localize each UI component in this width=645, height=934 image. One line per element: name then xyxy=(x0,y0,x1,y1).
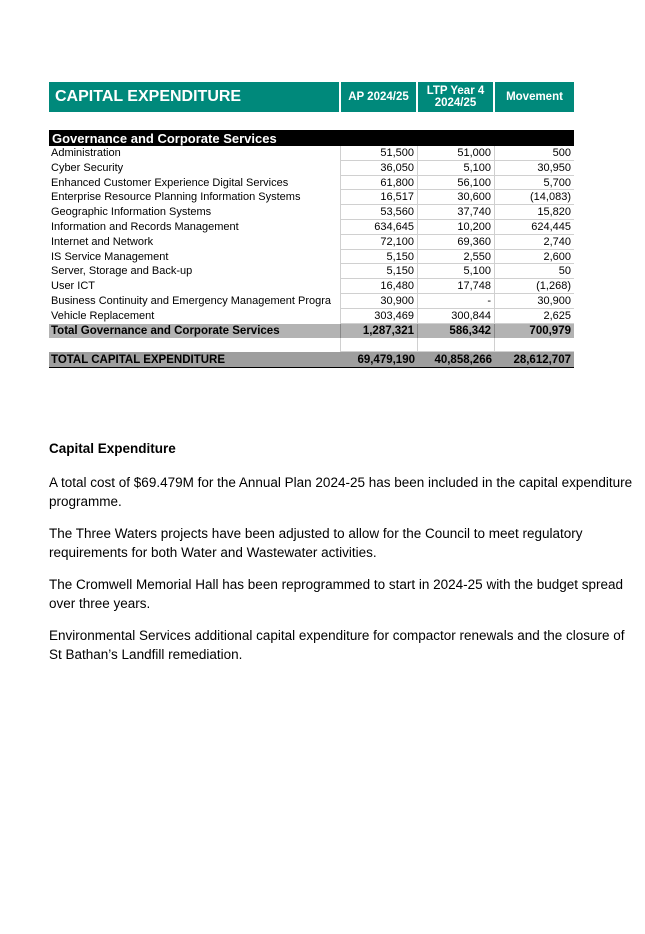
table-row xyxy=(49,264,574,279)
row-ap: 51,500 xyxy=(341,146,418,161)
row-ltp: 300,844 xyxy=(418,309,495,324)
grand-total-ap: 69,479,190 xyxy=(357,354,415,367)
row-movement: 30,900 xyxy=(495,294,574,309)
row-ap: 16,517 xyxy=(341,190,418,205)
table-row xyxy=(49,205,574,220)
row-ltp: 30,600 xyxy=(418,190,495,205)
row-movement: 2,600 xyxy=(495,250,574,265)
table-row xyxy=(49,279,574,294)
spacer xyxy=(49,112,574,130)
grand-total-movement: 28,612,707 xyxy=(513,354,571,367)
row-label: IS Service Management xyxy=(49,250,341,265)
section-title: Governance and Corporate Services xyxy=(49,130,574,146)
row-label: Server, Storage and Back-up xyxy=(49,264,341,279)
row-ltp: 37,740 xyxy=(418,205,495,220)
table-row xyxy=(49,309,574,324)
row-label: Information and Records Management xyxy=(49,220,341,235)
commentary-paragraph: The Cromwell Memorial Hall has been reprogrammed to start in 2024-25 with the budget spread over three years. xyxy=(49,577,624,611)
capital-expenditure-table xyxy=(49,82,574,368)
row-ap: 36,050 xyxy=(341,161,418,176)
commentary xyxy=(49,441,641,677)
commentary-paragraph: The Three Waters projects have been adjusted to allow for the Council to meet regulatory requirements for both Water and Wastewater activities. xyxy=(49,526,583,560)
row-ltp: 10,200 xyxy=(418,220,495,235)
commentary-paragraph: A total cost of $69.479M for the Annual Plan 2024-25 has been included in the capital expenditure programme. xyxy=(49,475,633,509)
row-label: Geographic Information Systems xyxy=(49,205,341,220)
row-label: Vehicle Replacement xyxy=(49,309,341,324)
table-body xyxy=(49,146,574,324)
total-movement: 700,979 xyxy=(529,324,571,337)
row-label: Internet and Network xyxy=(49,235,341,250)
table-row xyxy=(49,294,574,309)
table-header xyxy=(49,82,574,112)
row-movement: 500 xyxy=(495,146,574,161)
total-ap: 1,287,321 xyxy=(341,324,418,339)
row-movement: (14,083) xyxy=(495,190,574,205)
row-ap: 30,900 xyxy=(341,294,418,309)
row-ltp: 56,100 xyxy=(418,176,495,191)
column-header-ap: AP 2024/25 xyxy=(341,82,418,112)
row-ap: 303,469 xyxy=(341,309,418,324)
row-ltp: 5,100 xyxy=(418,161,495,176)
commentary-heading: Capital Expenditure xyxy=(49,441,176,456)
table-row xyxy=(49,161,574,176)
section-total-row xyxy=(49,324,574,339)
row-movement: 2,740 xyxy=(495,235,574,250)
table-row xyxy=(49,146,574,161)
row-ltp: 2,550 xyxy=(418,250,495,265)
grand-total-row xyxy=(49,352,574,368)
commentary-paragraph: Environmental Services additional capital expenditure for compactor renewals and the closure of St Bathan’s Landfill remediation. xyxy=(49,628,625,662)
row-label: Cyber Security xyxy=(49,161,341,176)
row-ap: 5,150 xyxy=(341,250,418,265)
row-movement: 30,950 xyxy=(495,161,574,176)
table-row xyxy=(49,250,574,265)
table-row xyxy=(49,235,574,250)
row-ltp: - xyxy=(418,294,495,309)
table-row xyxy=(49,190,574,205)
row-movement: 50 xyxy=(495,264,574,279)
table-row xyxy=(49,220,574,235)
row-ltp: 51,000 xyxy=(418,146,495,161)
row-ap: 53,560 xyxy=(341,205,418,220)
row-label: Administration xyxy=(49,146,341,161)
table-title: CAPITAL EXPENDITURE xyxy=(49,82,341,112)
column-header-ltp: LTP Year 4 2024/25 xyxy=(418,82,495,112)
row-ltp: 5,100 xyxy=(418,264,495,279)
row-ap: 5,150 xyxy=(341,264,418,279)
row-label: Enhanced Customer Experience Digital Services xyxy=(49,176,341,191)
row-movement: 624,445 xyxy=(495,220,574,235)
row-label: Business Continuity and Emergency Management Progra xyxy=(49,294,341,309)
table-row xyxy=(49,176,574,191)
row-movement: 2,625 xyxy=(495,309,574,324)
row-ap: 634,645 xyxy=(341,220,418,235)
row-movement: 5,700 xyxy=(495,176,574,191)
column-header-movement: Movement xyxy=(495,82,574,112)
blank-row xyxy=(49,338,574,352)
row-movement: (1,268) xyxy=(495,279,574,294)
row-movement: 15,820 xyxy=(495,205,574,220)
row-ap: 16,480 xyxy=(341,279,418,294)
row-ltp: 69,360 xyxy=(418,235,495,250)
row-label: Enterprise Resource Planning Information Systems xyxy=(49,190,341,205)
grand-total-ltp: 40,858,266 xyxy=(434,354,492,367)
total-ltp: 586,342 xyxy=(418,324,495,339)
total-label: Total Governance and Corporate Services xyxy=(49,324,341,339)
row-ap: 61,800 xyxy=(341,176,418,191)
grand-total-label: TOTAL CAPITAL EXPENDITURE xyxy=(51,354,226,367)
row-ltp: 17,748 xyxy=(418,279,495,294)
row-ap: 72,100 xyxy=(341,235,418,250)
row-label: User ICT xyxy=(49,279,341,294)
